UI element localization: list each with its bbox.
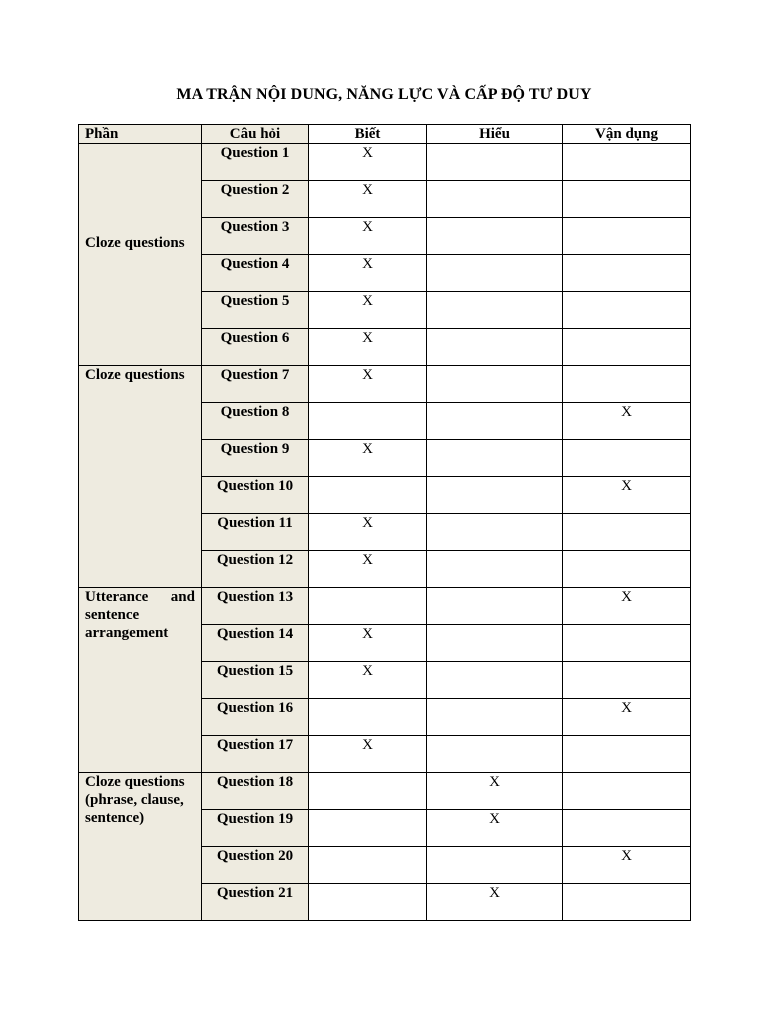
question-cell: Question 20 xyxy=(202,847,309,884)
question-cell: Question 7 xyxy=(202,366,309,403)
table-row xyxy=(79,773,691,810)
question-cell: Question 9 xyxy=(202,440,309,477)
understand-cell xyxy=(427,403,563,440)
know-cell: X xyxy=(309,144,427,181)
know-cell: X xyxy=(309,551,427,588)
know-cell: X xyxy=(309,181,427,218)
header-question: Câu hỏi xyxy=(202,125,309,144)
header-part: Phần xyxy=(79,125,202,144)
know-cell xyxy=(309,477,427,514)
apply-cell: X xyxy=(563,588,691,625)
header-understand: Hiểu xyxy=(427,125,563,144)
table-row xyxy=(79,366,691,403)
apply-cell xyxy=(563,181,691,218)
know-cell: X xyxy=(309,329,427,366)
apply-cell xyxy=(563,255,691,292)
question-cell: Question 3 xyxy=(202,218,309,255)
understand-cell xyxy=(427,699,563,736)
understand-cell xyxy=(427,477,563,514)
know-cell: X xyxy=(309,440,427,477)
question-cell: Question 6 xyxy=(202,329,309,366)
apply-cell xyxy=(563,810,691,847)
part-label: Cloze questions (phrase, clause, sentence) xyxy=(85,774,185,826)
question-cell: Question 21 xyxy=(202,884,309,921)
part-cell xyxy=(79,588,202,773)
apply-cell: X xyxy=(563,847,691,884)
table-row xyxy=(79,144,691,181)
know-cell: X xyxy=(309,255,427,292)
apply-cell xyxy=(563,662,691,699)
apply-cell xyxy=(563,329,691,366)
part-cell xyxy=(79,144,202,366)
apply-cell xyxy=(563,514,691,551)
question-cell: Question 10 xyxy=(202,477,309,514)
know-cell: X xyxy=(309,662,427,699)
apply-cell xyxy=(563,366,691,403)
question-cell: Question 12 xyxy=(202,551,309,588)
apply-cell xyxy=(563,773,691,810)
know-cell xyxy=(309,403,427,440)
know-cell xyxy=(309,884,427,921)
question-cell: Question 5 xyxy=(202,292,309,329)
understand-cell xyxy=(427,292,563,329)
know-cell: X xyxy=(309,625,427,662)
question-cell: Question 8 xyxy=(202,403,309,440)
header-know: Biết xyxy=(309,125,427,144)
understand-cell xyxy=(427,588,563,625)
table-header-row xyxy=(79,125,691,144)
apply-cell xyxy=(563,440,691,477)
header-apply: Vận dụng xyxy=(563,125,691,144)
understand-cell: X xyxy=(427,773,563,810)
question-cell: Question 2 xyxy=(202,181,309,218)
know-cell: X xyxy=(309,736,427,773)
know-cell: X xyxy=(309,514,427,551)
understand-cell xyxy=(427,181,563,218)
question-cell: Question 18 xyxy=(202,773,309,810)
part-cell xyxy=(79,366,202,588)
question-cell: Question 1 xyxy=(202,144,309,181)
understand-cell: X xyxy=(427,884,563,921)
apply-cell xyxy=(563,551,691,588)
understand-cell xyxy=(427,329,563,366)
question-cell: Question 11 xyxy=(202,514,309,551)
know-cell: X xyxy=(309,292,427,329)
understand-cell xyxy=(427,440,563,477)
question-cell: Question 14 xyxy=(202,625,309,662)
apply-cell xyxy=(563,736,691,773)
question-cell: Question 19 xyxy=(202,810,309,847)
know-cell: X xyxy=(309,366,427,403)
apply-cell: X xyxy=(563,699,691,736)
question-cell: Question 4 xyxy=(202,255,309,292)
apply-cell xyxy=(563,292,691,329)
understand-cell xyxy=(427,551,563,588)
apply-cell: X xyxy=(563,477,691,514)
know-cell xyxy=(309,810,427,847)
understand-cell xyxy=(427,218,563,255)
question-cell: Question 16 xyxy=(202,699,309,736)
page-title: MA TRẬN NỘI DUNG, NĂNG LỰC VÀ CẤP ĐỘ TƯ DUY xyxy=(176,86,592,103)
apply-cell xyxy=(563,218,691,255)
know-cell xyxy=(309,847,427,884)
table-row xyxy=(79,588,691,625)
understand-cell xyxy=(427,144,563,181)
know-cell: X xyxy=(309,218,427,255)
question-cell: Question 13 xyxy=(202,588,309,625)
question-cell: Question 15 xyxy=(202,662,309,699)
understand-cell xyxy=(427,255,563,292)
competency-matrix-table xyxy=(78,124,691,921)
know-cell xyxy=(309,773,427,810)
apply-cell xyxy=(563,625,691,662)
question-cell: Question 17 xyxy=(202,736,309,773)
understand-cell: X xyxy=(427,810,563,847)
part-label: Utterance and sentence arrangement xyxy=(85,589,195,641)
apply-cell: X xyxy=(563,403,691,440)
apply-cell xyxy=(563,144,691,181)
understand-cell xyxy=(427,736,563,773)
part-cell xyxy=(79,773,202,921)
understand-cell xyxy=(427,514,563,551)
know-cell xyxy=(309,699,427,736)
know-cell xyxy=(309,588,427,625)
part-label: Cloze questions xyxy=(85,235,185,251)
understand-cell xyxy=(427,662,563,699)
apply-cell xyxy=(563,884,691,921)
understand-cell xyxy=(427,366,563,403)
understand-cell xyxy=(427,625,563,662)
understand-cell xyxy=(427,847,563,884)
part-label: Cloze questions xyxy=(85,367,185,383)
